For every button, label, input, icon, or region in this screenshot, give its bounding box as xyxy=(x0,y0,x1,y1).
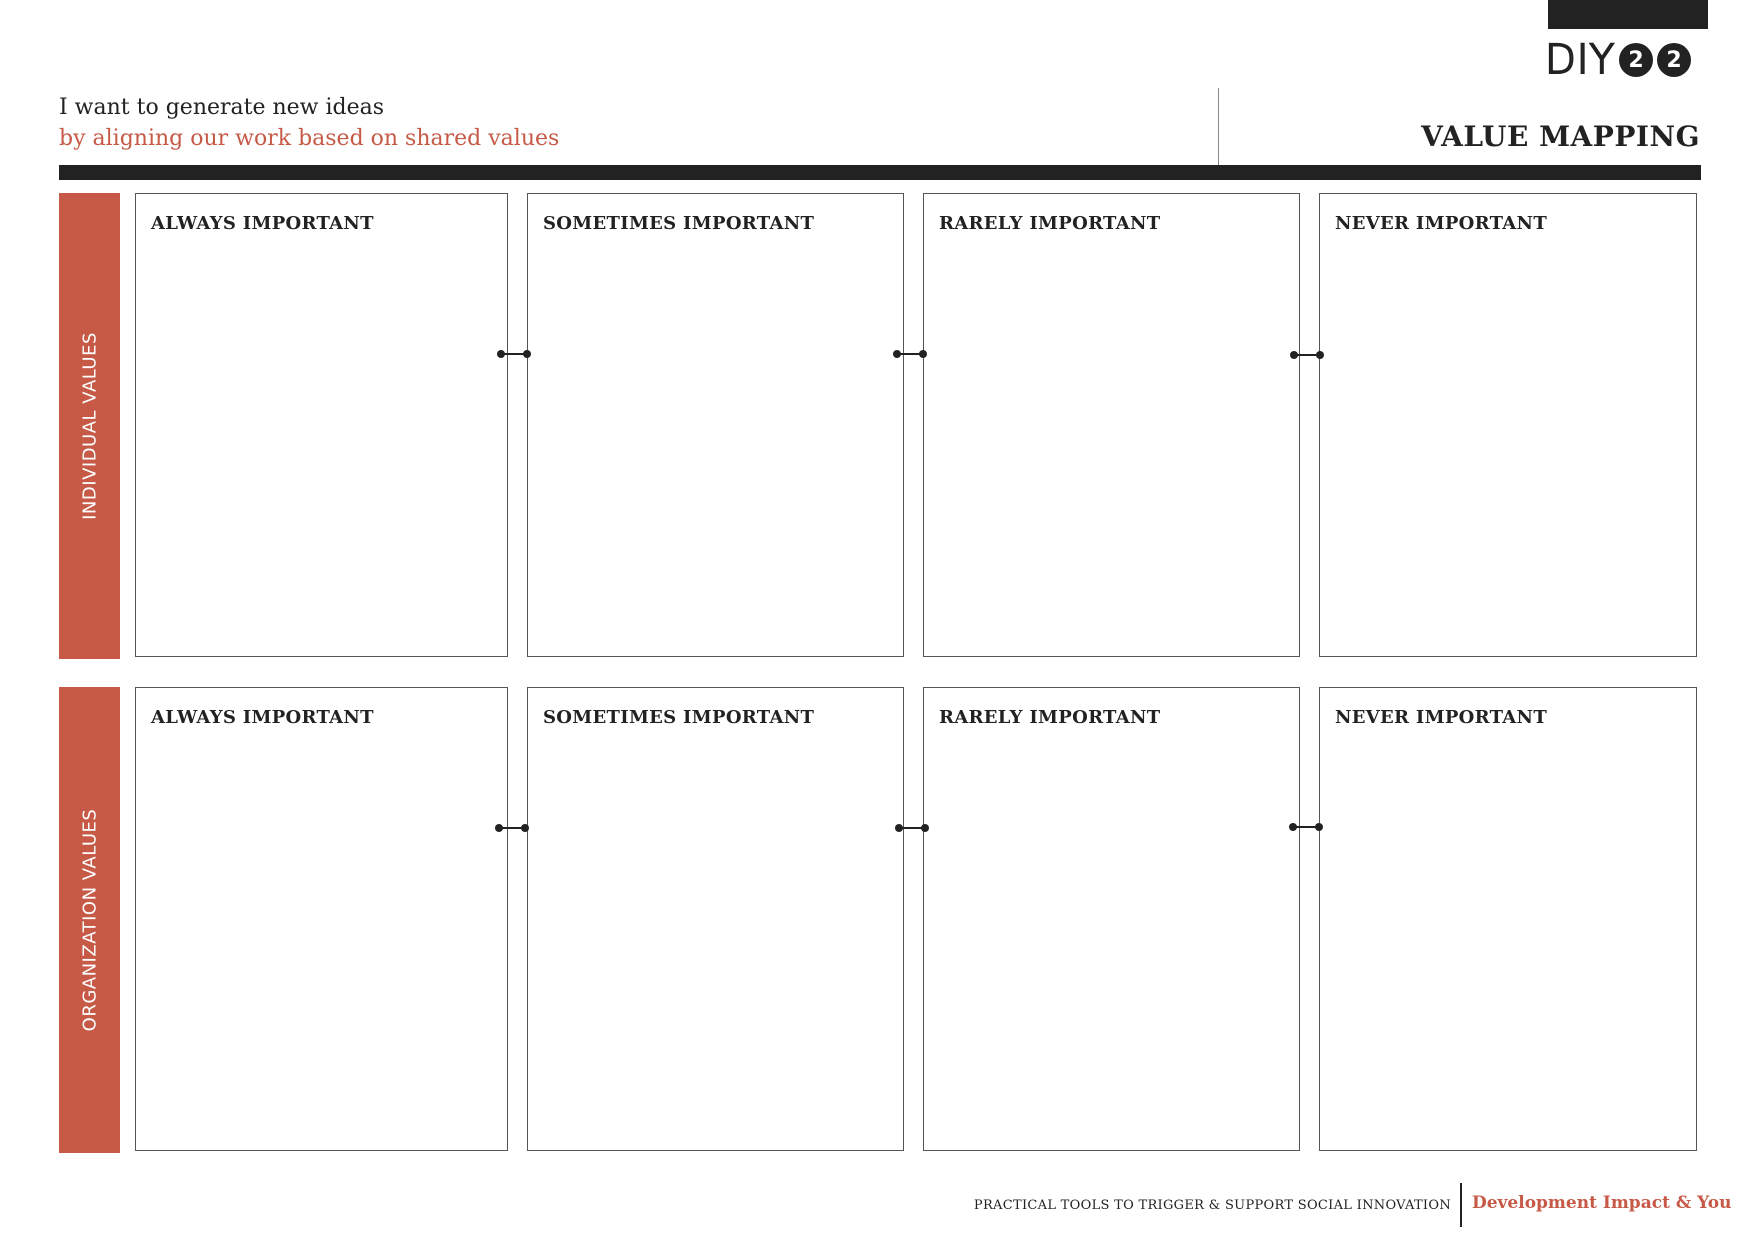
logo-digit-2: 2 xyxy=(1657,43,1691,77)
row-label-text: ORGANIZATION VALUES xyxy=(79,808,100,1032)
value-box-label: ALWAYS IMPORTANT xyxy=(151,707,374,728)
value-box-label: NEVER IMPORTANT xyxy=(1335,213,1548,234)
value-box-label: SOMETIMES IMPORTANT xyxy=(543,213,815,234)
diy-logo xyxy=(1545,37,1710,83)
value-box-individual-sometimes[interactable] xyxy=(527,193,904,657)
header-intro: I want to generate new ideas xyxy=(59,95,385,120)
header-rule xyxy=(59,165,1701,180)
value-box-individual-rarely[interactable] xyxy=(923,193,1300,657)
row-label-individual-values xyxy=(59,193,120,659)
value-box-label: ALWAYS IMPORTANT xyxy=(151,213,374,234)
value-box-label: RARELY IMPORTANT xyxy=(939,707,1161,728)
footer-divider xyxy=(1460,1183,1462,1227)
header-divider xyxy=(1218,88,1219,166)
value-box-individual-never[interactable] xyxy=(1319,193,1697,657)
row-label-organization-values xyxy=(59,687,120,1153)
value-box-organization-sometimes[interactable] xyxy=(527,687,904,1151)
logo-letters: DIY xyxy=(1545,37,1616,83)
connector-icon xyxy=(893,349,927,359)
header-goal: by aligning our work based on shared values xyxy=(59,126,560,151)
row-label-text: INDIVIDUAL VALUES xyxy=(79,332,100,520)
footer-brand: Development Impact & You xyxy=(1472,1193,1732,1213)
value-box-organization-rarely[interactable] xyxy=(923,687,1300,1151)
connector-icon xyxy=(1289,822,1323,832)
value-box-individual-always[interactable] xyxy=(135,193,508,657)
connector-icon xyxy=(895,823,929,833)
connector-icon xyxy=(497,349,531,359)
page-title: VALUE MAPPING xyxy=(1421,120,1700,153)
logo-digit-1: 2 xyxy=(1619,43,1653,77)
value-box-label: NEVER IMPORTANT xyxy=(1335,707,1548,728)
value-box-label: RARELY IMPORTANT xyxy=(939,213,1161,234)
value-box-label: SOMETIMES IMPORTANT xyxy=(543,707,815,728)
value-box-organization-always[interactable] xyxy=(135,687,508,1151)
footer-tagline: PRACTICAL TOOLS TO TRIGGER & SUPPORT SOCIAL INNOVATION xyxy=(973,1198,1451,1213)
value-box-organization-never[interactable] xyxy=(1319,687,1697,1151)
top-tab-decoration xyxy=(1548,0,1708,29)
connector-icon xyxy=(495,823,529,833)
connector-icon xyxy=(1290,350,1324,360)
